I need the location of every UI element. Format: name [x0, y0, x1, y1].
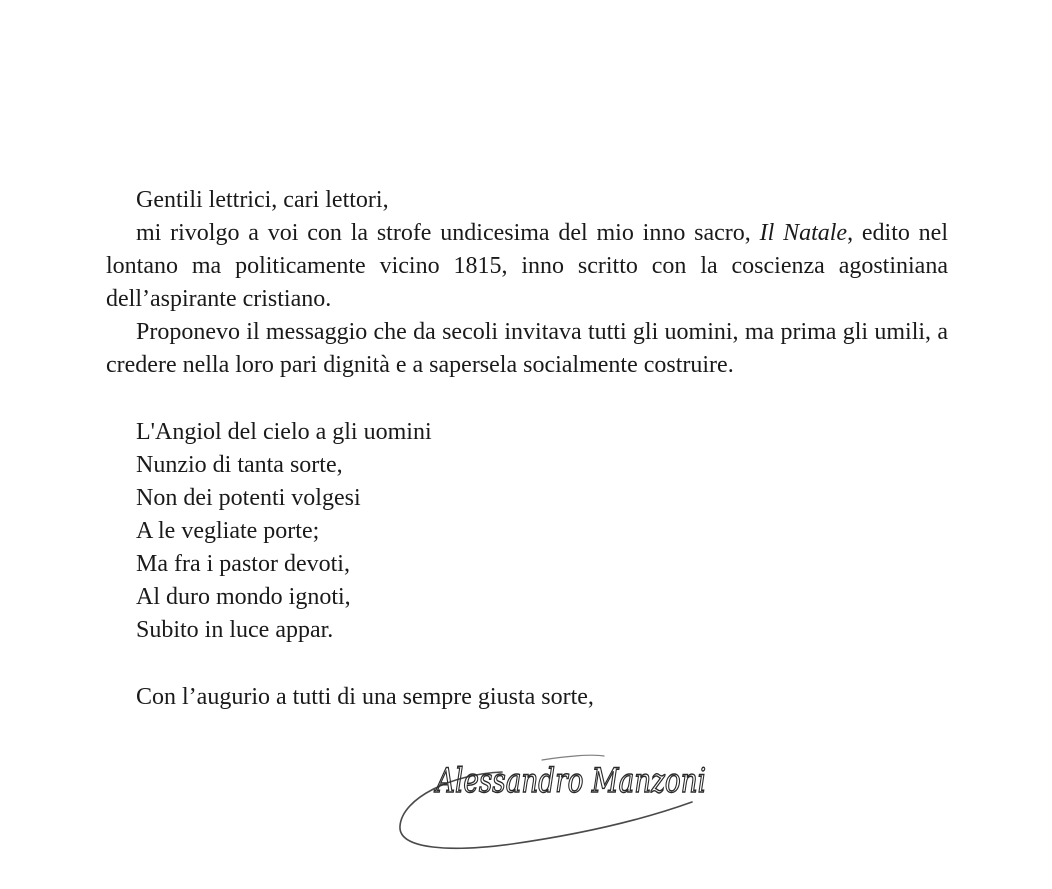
paragraph-intro-text-after: , edito nel lontano ma politicamente vicino 1815, inno scritto con la coscienza agostiniana dell’aspirante cristiano. — [106, 220, 948, 312]
handwritten-signature — [392, 748, 722, 858]
salutation: Gentili lettrici, cari lettori, — [136, 187, 389, 213]
paragraph-intro — [106, 217, 948, 316]
paragraph-intro-text-before: mi rivolgo a voi con la strofe undicesima del mio inno sacro, — [136, 220, 760, 246]
poem-line: Ma fra i pastor devoti, — [136, 551, 350, 577]
poem-line: Nunzio di tanta sorte, — [136, 452, 343, 478]
signature-text: Alessandro Manzoni — [433, 761, 706, 801]
spacer — [106, 382, 948, 416]
paragraph-message: Proponevo il messaggio che da secoli invitava tutti gli uomini, ma prima gli umili, a credere nella loro pari dignità e a sapersela socialmente costruire. — [106, 319, 948, 378]
poem-line: A le vegliate porte; — [136, 518, 320, 544]
poem-line: Al duro mondo ignoti, — [136, 584, 351, 610]
closing-line: Con l’augurio a tutti di una sempre giusta sorte, — [136, 684, 594, 710]
poem-line: L'Angiol del cielo a gli uomini — [136, 419, 432, 445]
signature-drawing — [392, 748, 722, 858]
poem-line: Subito in luce appar. — [136, 617, 334, 643]
poem-stanza — [106, 416, 948, 647]
poem-line: Non dei potenti volgesi — [136, 485, 361, 511]
hymn-title: Il Natale — [759, 220, 848, 246]
letter-body — [106, 184, 948, 714]
spacer — [106, 647, 948, 681]
